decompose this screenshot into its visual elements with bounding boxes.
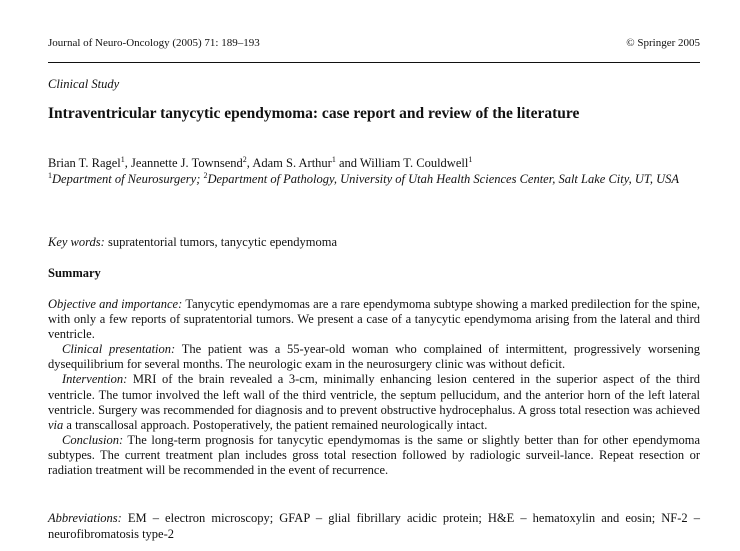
abstract-text: a transcallosal approach. Postoperatively, the patient remained neurologically intact. bbox=[66, 417, 488, 432]
abstract-label: Conclusion: bbox=[62, 432, 124, 447]
author-separator: , bbox=[246, 156, 253, 170]
abstract-intervention bbox=[48, 372, 700, 432]
abstract-label: Clinical presentation: bbox=[62, 342, 176, 357]
author-name: Brian T. Ragel bbox=[48, 156, 121, 170]
author-affiliation-mark: 1 bbox=[468, 154, 473, 164]
author-separator: and bbox=[335, 156, 360, 170]
abbreviations bbox=[48, 511, 700, 542]
abstract-text: The long-term prognosis for tanycytic ependymomas is the same or slightly better than for other ependymoma subtypes. The current treatment plan includes gross total resection followed by radiologic surveil-lance. Repeat resection or radiation treatment will be recommended in the event of recurrence. bbox=[48, 432, 701, 478]
article-category: Clinical Study bbox=[48, 77, 120, 91]
abstract-conclusion bbox=[48, 433, 700, 478]
abstract-text: MRI of the brain revealed a 3-cm, minimally enhancing lesion centered in the superior aspect of the third ventricle. The tumor involved the left wall of the third ventricle, the septum pellucidum, and the anterior horn of the left lateral ventricle. Surgery was recommended for diagnosis and to prevent obstructive hydrocephalus. A gross total resection was achieved bbox=[48, 372, 701, 417]
affiliation-mark: 1 bbox=[48, 170, 52, 180]
abbreviations-text: EM – electron microscopy; GFAP – glial fibrillary acidic protein; H&E – hematoxylin and eosin; NF-2 – neurofibromatosis type-2 bbox=[48, 511, 700, 541]
author-list bbox=[48, 155, 700, 171]
author-affiliation-mark: 1 bbox=[120, 154, 125, 164]
author bbox=[252, 156, 336, 170]
abbreviations-label: Abbreviations: bbox=[48, 511, 122, 525]
author-name: William T. Couldwell bbox=[359, 156, 469, 170]
article-title: Intraventricular tanycytic ependymoma: case report and review of the literature bbox=[48, 105, 580, 122]
keywords-line bbox=[48, 235, 700, 250]
journal-citation: Journal of Neuro-Oncology (2005) 71: 189–193 bbox=[48, 37, 260, 49]
abstract-text: Tanycytic ependymomas are a rare ependymoma subtype showing a marked predilection for the spine, with only a few reports of supratentorial tumors. We present a case of a tanycytic ependymoma arising from the lateral and third ventricle. bbox=[48, 297, 701, 342]
keywords-text: supratentorial tumors, tanycytic ependymoma bbox=[107, 235, 338, 249]
abstract-presentation bbox=[48, 342, 700, 372]
abstract-text: The patient was a 55-year-old woman who complained of intermittent, progressively worsening dysequilibrium for several months. The neurologic exam in the neurosurgery clinic was without deficit. bbox=[48, 342, 700, 372]
keywords-label: Key words: bbox=[48, 235, 105, 249]
summary-heading: Summary bbox=[48, 266, 101, 280]
header-rule bbox=[48, 62, 700, 63]
abstract bbox=[48, 297, 700, 478]
author-affiliation-mark: 1 bbox=[331, 154, 336, 164]
abstract-label: Intervention: bbox=[62, 372, 128, 387]
abstract-objective bbox=[48, 297, 700, 342]
running-head bbox=[48, 36, 700, 50]
author bbox=[360, 156, 472, 170]
affiliations bbox=[48, 171, 700, 187]
copyright-notice: © Springer 2005 bbox=[626, 37, 700, 49]
author bbox=[48, 156, 125, 170]
author-name: Adam S. Arthur bbox=[252, 156, 332, 170]
author-name: Jeannette J. Townsend bbox=[131, 156, 243, 170]
affiliation-pathology: Department of Pathology, University of Utah Health Sciences Center, Salt Lake City, UT, USA bbox=[207, 172, 680, 186]
author bbox=[131, 156, 247, 170]
author-separator: , bbox=[124, 156, 132, 170]
affiliation-mark: 2 bbox=[203, 170, 208, 180]
abstract-italic-word: via bbox=[48, 417, 64, 432]
abstract-label: Objective and importance: bbox=[48, 297, 183, 311]
author-affiliation-mark: 2 bbox=[242, 154, 247, 164]
affiliation-neurosurgery: Department of Neurosurgery; bbox=[52, 172, 201, 186]
